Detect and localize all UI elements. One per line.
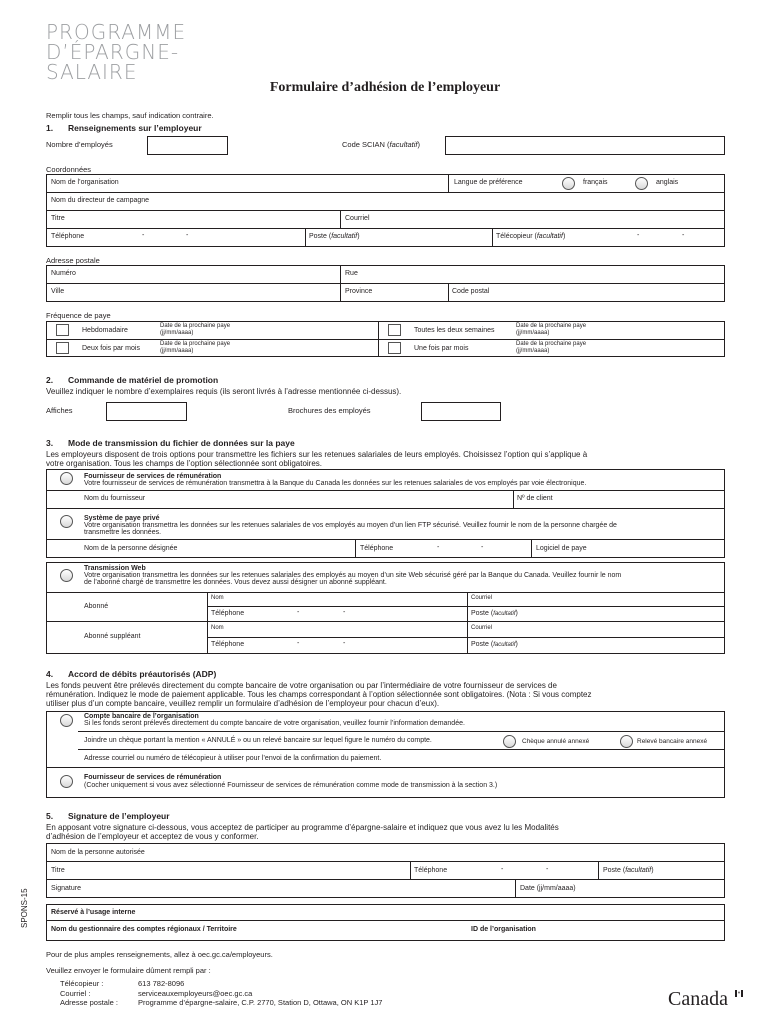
bank-account-desc: Si les fonds seront prélevés directement du compte bancaire de votre organisation, veuillez fournir l’information demandée. <box>84 720 465 727</box>
section-title: Renseignements sur l’employeur <box>68 123 202 133</box>
posters-label: Affiches <box>46 406 73 415</box>
send-instruction: Veuillez envoyer le formulaire dûment rempli par : <box>46 966 211 975</box>
employees-label: Nombre d’employés <box>46 140 113 149</box>
email-field[interactable]: Courriel <box>345 215 370 222</box>
signer-title-field[interactable]: Titre <box>51 867 65 874</box>
bank-statement-label: Relevé bancaire annexé <box>637 738 708 745</box>
french-label: français <box>583 179 608 186</box>
scian-input[interactable] <box>445 136 725 155</box>
bank-statement-radio[interactable] <box>620 735 633 748</box>
weekly-checkbox[interactable] <box>56 324 69 336</box>
subscriber-label: Abonné <box>84 603 109 610</box>
web-title: Transmission Web <box>84 565 146 572</box>
biweekly-checkbox[interactable] <box>388 324 401 336</box>
postal-label: Adresse postale <box>46 256 100 265</box>
signature-field[interactable]: Signature <box>51 885 81 892</box>
twice-monthly-checkbox[interactable] <box>56 342 69 354</box>
monthly-checkbox[interactable] <box>388 342 401 354</box>
alt-phone-field[interactable]: Téléphone <box>211 641 245 648</box>
alt-ext-field[interactable]: Poste (facultatif) <box>471 641 518 648</box>
authorized-person-field[interactable]: Nom de la personne autorisée <box>51 849 145 856</box>
employees-input[interactable] <box>147 136 228 155</box>
regional-manager-field: Nom du gestionnaire des comptes régionaux / Territoire <box>51 926 237 933</box>
coords-label: Coordonnées <box>46 165 92 174</box>
logo-line-3: SALAIRE <box>46 60 138 84</box>
section-1-heading <box>46 123 202 133</box>
contact-labels <box>60 979 118 1008</box>
twice-monthly-label: Deux fois par mois <box>82 345 140 352</box>
pad-provider-title: Fournisseur de services de rémunération <box>84 774 222 781</box>
private-payroll-title: Système de paye privé <box>84 515 160 522</box>
organization-id-field: ID de l’organisation <box>471 926 536 933</box>
section-2-desc: Veuillez indiquer le nombre d’exemplaires requis (ils seront livrés à l’adresse mentionnée ci-dessus). <box>46 387 402 396</box>
alt-name-field[interactable]: Nom <box>211 625 224 631</box>
subscriber-ext-field[interactable]: Poste (facultatif) <box>471 610 518 617</box>
section-3-heading: 3. Mode de transmission du fichier de données sur la paye <box>46 438 295 448</box>
web-radio[interactable] <box>60 569 73 582</box>
pay-frequency-label: Fréquence de paye <box>46 311 111 320</box>
monthly-label: Une fois par mois <box>414 345 469 352</box>
form-title: Formulaire d’adhésion de l’employeur <box>269 80 501 95</box>
extension-field[interactable]: Poste (facultatif) <box>309 233 360 240</box>
section-4-desc: Les fonds peuvent être prélevés directement du compte bancaire de votre organisation ou par l’intermédiaire de votre fournisseur de services de rémunération. Indiquez le mode de paiement applicable. Tous les champs correspondant à l’option sélectionnée sont obligatoires. (Nota : Si vous comptez utiliser plus d’un compte bancaire, veuillez remplir un formulaire d’adhésion de l’employeur pour chacun d’eux). <box>46 681 592 708</box>
cheque-instruction: Joindre un chèque portant la mention « ANNULÉ » ou un relevé bancaire sur lequel figure le numéro du compte. <box>84 737 432 744</box>
fax-field[interactable]: Télécopieur (facultatif) <box>496 233 566 240</box>
section-3-desc: Les employeurs disposent de trois options pour transmettre les fichiers sur les retenues salariales de leurs employés. Choisissez l’option qui s’applique à votre organisation. Tous les champs de l’option sélectionnée sont obligatoires. <box>46 450 588 468</box>
provider-desc: Votre fournisseur de services de rémunération transmettra à la Banque du Canada les données sur les retenues salariales de vos employés par voie électronique. <box>84 480 587 487</box>
twice-monthly-date-field[interactable]: Date de la prochaine paye (jj/mm/aaaa) <box>160 341 231 354</box>
void-cheque-label: Chèque annulé annexé <box>522 738 590 745</box>
section-5-desc: En apposant votre signature ci-dessous, vous acceptez de participer au programme d’épargne-salaire et indiquez que vous avez lu les Modalités d’adhésion de l’employeur et acceptez de vous y conformer. <box>46 823 559 841</box>
logo-line-2: D’ÉPARGNE- <box>46 40 180 64</box>
supplier-name-field[interactable]: Nom du fournisseur <box>84 495 146 502</box>
client-number-field[interactable]: Nº de client <box>517 495 553 502</box>
private-payroll-radio[interactable] <box>60 515 73 528</box>
org-name-field[interactable]: Nom de l’organisation <box>51 179 119 186</box>
web-desc: Votre organisation transmettra les données sur les retenues salariales des employés au moyen d’un site Web sécurisé géré par la Banque du Canada. Veuillez fournir le nom de l’abonné chargé de transmettre les données. Vous devez aussi désigner un abonné suppléant. <box>84 572 622 586</box>
section-2-heading: 2. Commande de matériel de promotion <box>46 375 219 385</box>
provider-radio[interactable] <box>60 472 73 485</box>
section-number: 1. <box>46 123 54 133</box>
postal-code-field[interactable]: Code postal <box>452 288 490 295</box>
form-code: SPONS-15 <box>20 888 29 928</box>
logo-line-1: PROGRAMME <box>46 20 187 44</box>
more-info-text: Pour de plus amples renseignements, allez à oec.gc.ca/employeurs. <box>46 950 273 959</box>
pad-provider-radio[interactable] <box>60 775 73 788</box>
scian-label: Code SCIAN (facultatif) <box>342 140 420 149</box>
flag-icon <box>735 990 743 997</box>
canada-wordmark: Canada <box>668 988 728 1010</box>
internal-use-table <box>46 904 725 941</box>
alt-email-field[interactable]: Courriel <box>471 625 493 631</box>
contact-values <box>138 979 382 1008</box>
section-5-heading: 5. Signature de l’employeur <box>46 811 170 821</box>
software-field[interactable]: Logiciel de paye <box>536 545 587 552</box>
provider-title: Fournisseur de services de rémunération <box>84 473 222 480</box>
street-field[interactable]: Rue <box>345 270 358 277</box>
french-radio[interactable] <box>562 177 575 190</box>
brochures-label: Brochures des employés <box>288 406 371 415</box>
number-field[interactable]: Numéro <box>51 270 76 277</box>
signer-phone-field[interactable]: Téléphone <box>414 867 448 874</box>
english-label: anglais <box>656 179 679 186</box>
title-field[interactable]: Titre <box>51 215 65 222</box>
monthly-date-field[interactable]: Date de la prochaine paye (jj/mm/aaaa) <box>516 341 587 354</box>
pad-provider-desc: (Cocher uniquement si vous avez sélectionné Fournisseur de services de rémunération comme mode de transmission à la section 3.) <box>84 782 498 789</box>
fax-value: 613 782-8096 <box>138 979 185 988</box>
language-label: Langue de préférence <box>454 179 523 186</box>
signature-date-field[interactable]: Date (jj/mm/aaaa) <box>520 885 576 892</box>
english-radio[interactable] <box>635 177 648 190</box>
post-label: Adresse postale : <box>60 998 118 1007</box>
weekly-label: Hebdomadaire <box>82 327 128 334</box>
city-field[interactable]: Ville <box>51 288 65 295</box>
fax-label: Télécopieur : <box>60 979 104 988</box>
posters-input[interactable] <box>106 402 187 421</box>
post-value: Programme d’épargne-salaire, C.P. 2770, Station D, Ottawa, ON K1P 1J7 <box>138 998 383 1007</box>
subscriber-phone-field[interactable]: Téléphone <box>211 610 245 617</box>
internal-use-title: Réservé à l’usage interne <box>51 909 136 916</box>
program-logo <box>46 22 186 82</box>
mail-label: Courriel : <box>60 988 91 998</box>
biweekly-label: Toutes les deux semaines <box>414 327 495 334</box>
brochures-input[interactable] <box>421 402 501 421</box>
intro-text: Remplir tous les champs, sauf indication contraire. <box>46 111 214 120</box>
confirmation-contact-field[interactable]: Adresse courriel ou numéro de télécopieur à utiliser pour l’envoi de la confirmation du paiement. <box>84 755 382 762</box>
bank-account-title: Compte bancaire de l’organisation <box>84 713 199 720</box>
weekly-date-field[interactable]: Date de la prochaine paye (jj/mm/aaaa) <box>160 323 231 336</box>
mail-value: serviceauxemployeurs@oec.gc.ca <box>138 988 253 998</box>
designee-field[interactable]: Nom de la personne désignée <box>84 545 178 552</box>
void-cheque-radio[interactable] <box>503 735 516 748</box>
bank-account-radio[interactable] <box>60 714 73 727</box>
subscriber-name-field[interactable]: Nom <box>211 595 224 601</box>
section-4-heading: 4. Accord de débits préautorisés (ADP) <box>46 669 217 679</box>
province-field[interactable]: Province <box>345 288 373 295</box>
signer-ext-field[interactable]: Poste (facultatif) <box>603 867 654 874</box>
subscriber-email-field[interactable]: Courriel <box>471 595 493 601</box>
designee-phone-field[interactable]: Téléphone <box>360 545 394 552</box>
private-payroll-desc: Votre organisation transmettra les données sur les retenues salariales de vos employés au moyen d’un lien FTP sécurisé. Veuillez fournir le nom de la personne chargée de transmettre les données. <box>84 522 617 536</box>
alt-subscriber-label: Abonné suppléant <box>84 633 141 640</box>
director-field[interactable]: Nom du directeur de campagne <box>51 197 150 204</box>
phone-field[interactable]: Téléphone <box>51 233 85 240</box>
biweekly-date-field[interactable]: Date de la prochaine paye (jj/mm/aaaa) <box>516 323 587 336</box>
